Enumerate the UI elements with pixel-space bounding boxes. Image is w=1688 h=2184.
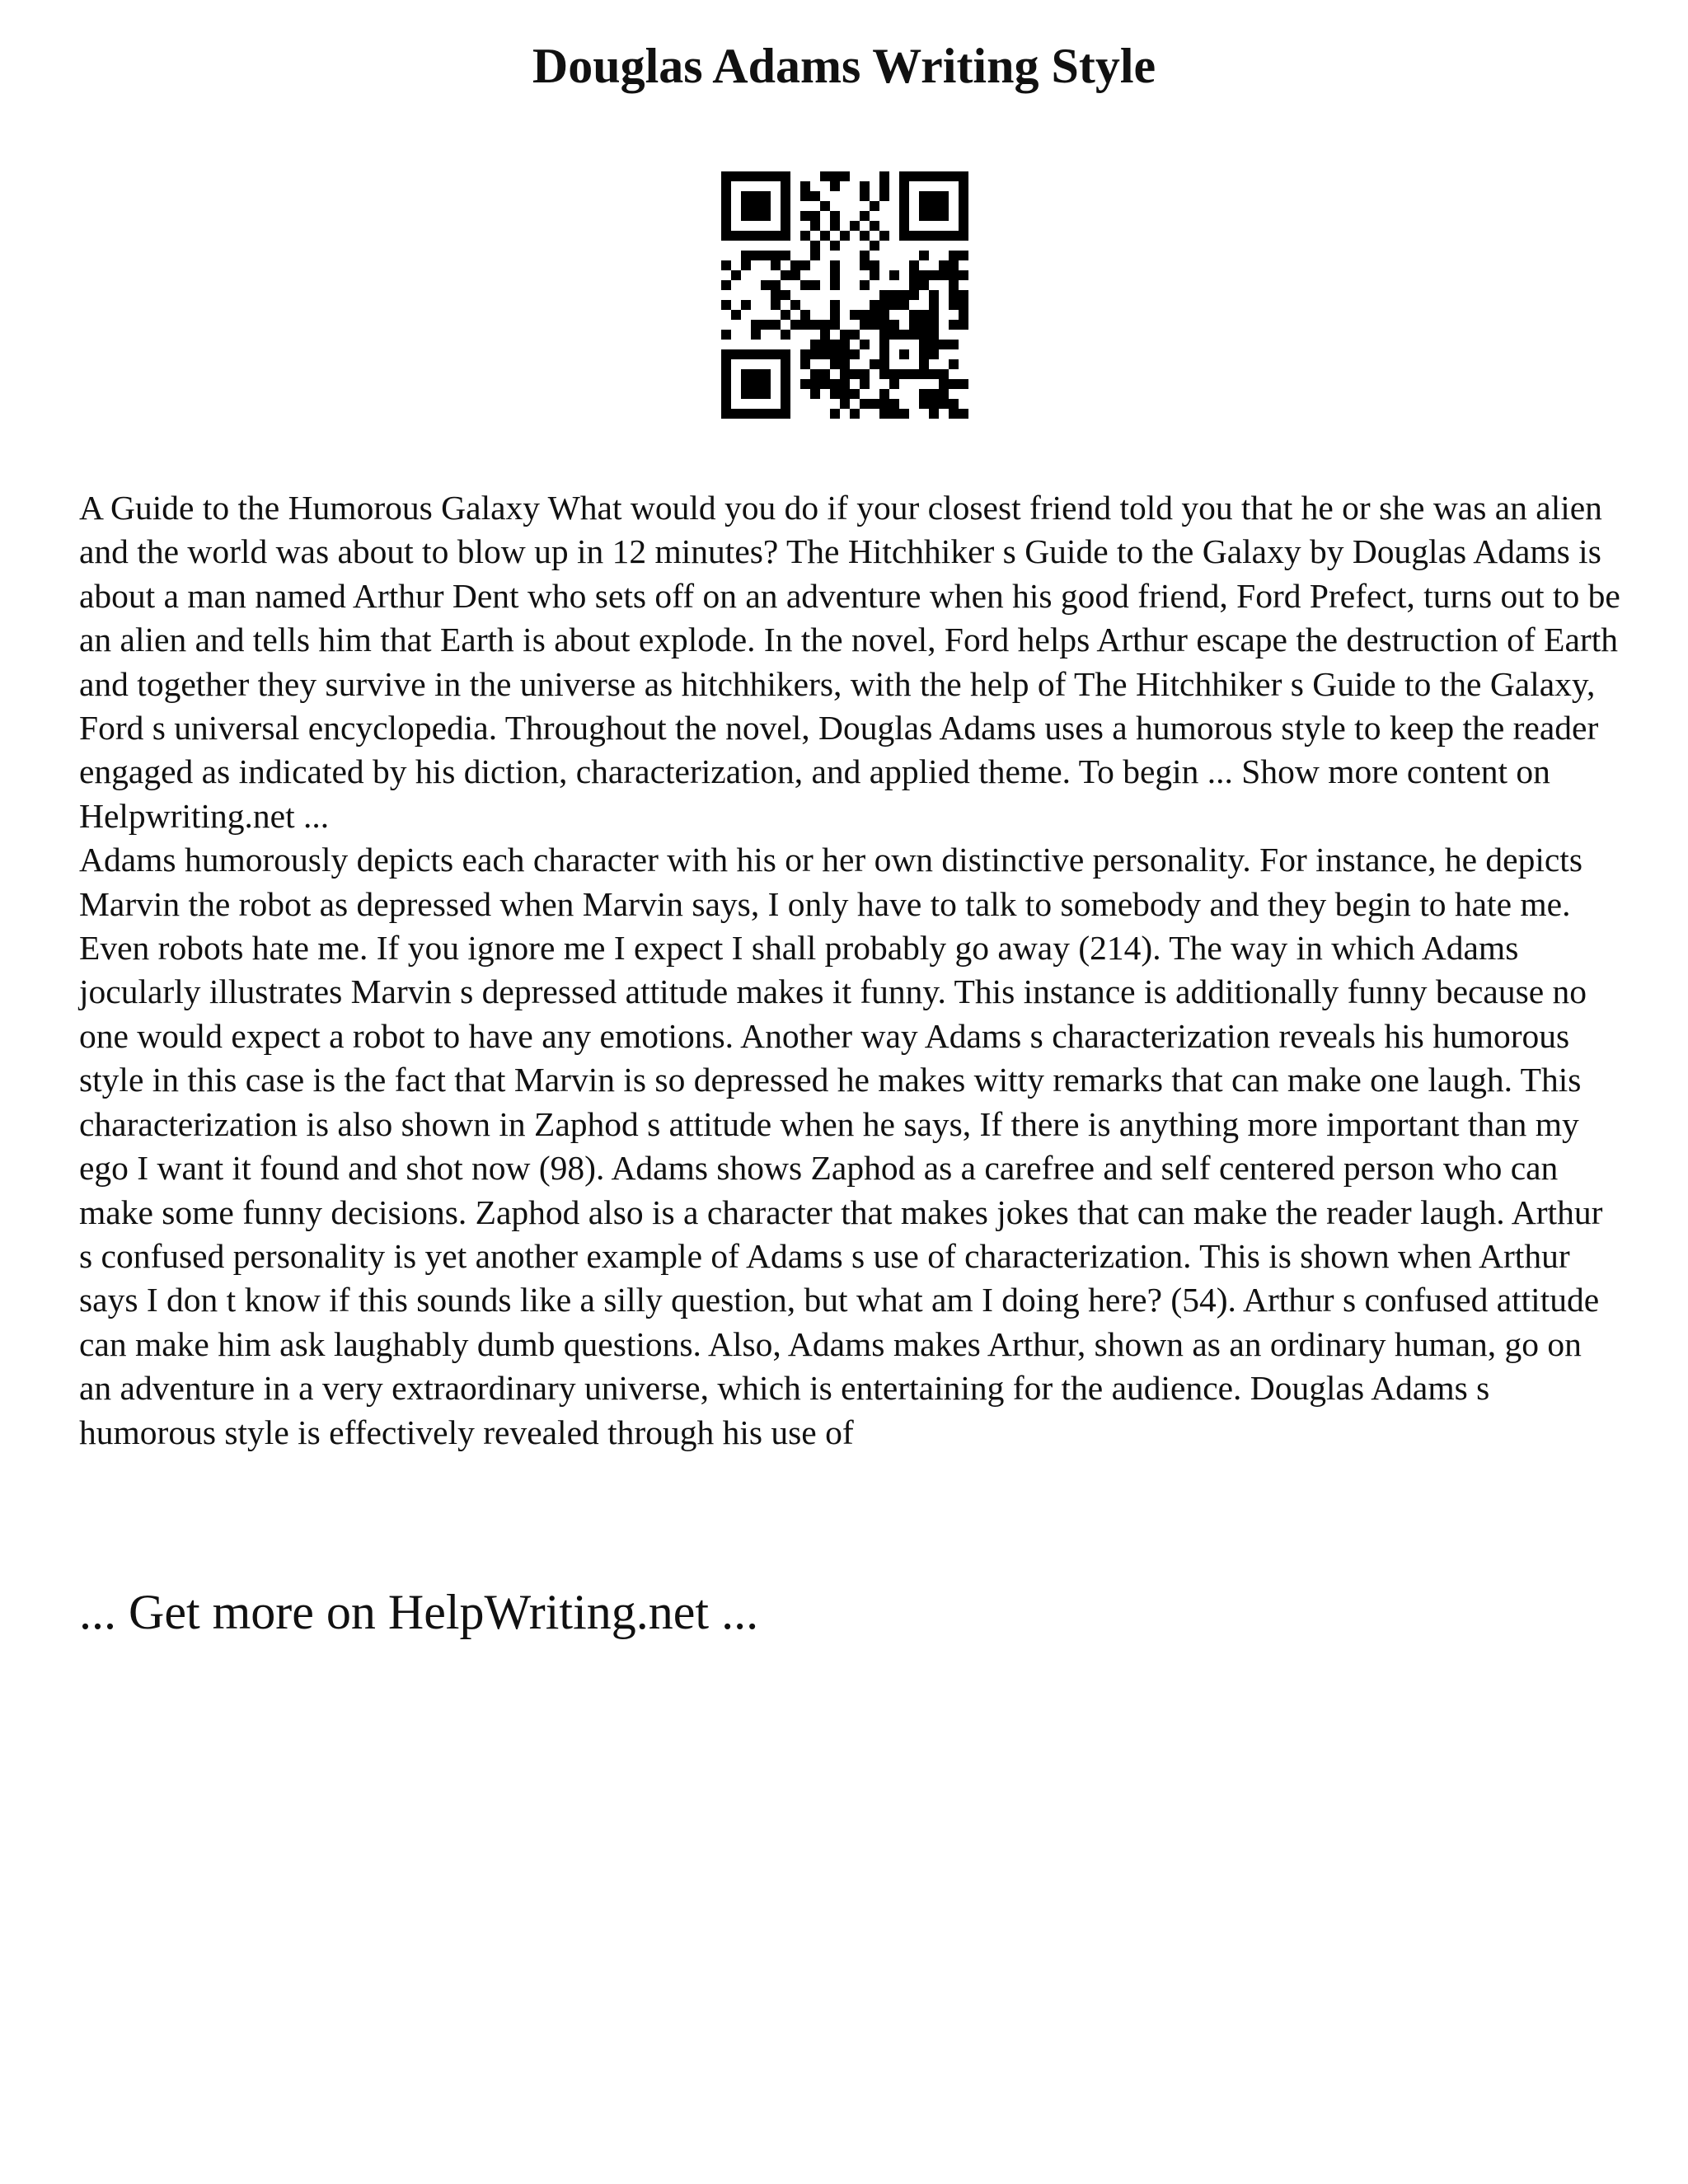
get-more-link[interactable]: ... Get more on HelpWriting.net ... [79,1585,759,1639]
qr-code-graphic [721,171,968,419]
page-title: Douglas Adams Writing Style [532,39,1156,93]
qr-code-icon [721,171,968,419]
article-body [79,486,1620,1455]
paragraph-intro: A Guide to the Humorous Galaxy What would you do if your closest friend told you that he or she was an alien and the world was about to blow up in 12 minutes? The Hitchhiker s Guide to the Galaxy by Douglas Adams is about a man named Arthur Dent who sets off on an adventure when his good friend, Ford Prefect, turns out to be an alien and tells him that Earth is about explode. In the novel, Ford helps Arthur escape the destruction of Earth and together they survive in the universe as hitchhikers, with the help of The Hitchhiker s Guide to the Galaxy, Ford s universal encyclopedia. Throughout the novel, Douglas Adams uses a humorous style to keep the reader engaged as indicated by his diction, characterization, and applied theme. To begin ... Show more content on Helpwriting.net ... [79,489,1620,835]
paragraph-characterization: Adams humorously depicts each character with his or her own distinctive personality. For instance, he depicts Marvin the robot as depressed when Marvin says, I only have to talk to somebody and they begin to hate me. Even robots hate me. If you ignore me I expect I shall probably go away (214). The way in which Adams jocularly illustrates Marvin s depressed attitude makes it funny. This instance is additionally funny because no one would expect a robot to have any emotions. Another way Adams s characterization reveals his humorous style in this case is the fact that Marvin is so depressed he makes witty remarks that can make one laugh. This characterization is also shown in Zaphod s attitude when he says, If there is anything more important than my ego I want it found and shot now (98). Adams shows Zaphod as a carefree and self centered person who can make some funny decisions. Zaphod also is a character that makes jokes that can make the reader laugh. Arthur s confused personality is yet another example of Adams s use of characterization. This is shown when Arthur says I don t know if this sounds like a silly question, but what am I doing here? (54). Arthur s confused attitude can make him ask laughably dumb questions. Also, Adams makes Arthur, shown as an ordinary human, go on an adventure in a very extraordinary universe, which is entertaining for the audience. Douglas Adams s humorous style is effectively revealed through his use of [79,841,1603,1451]
